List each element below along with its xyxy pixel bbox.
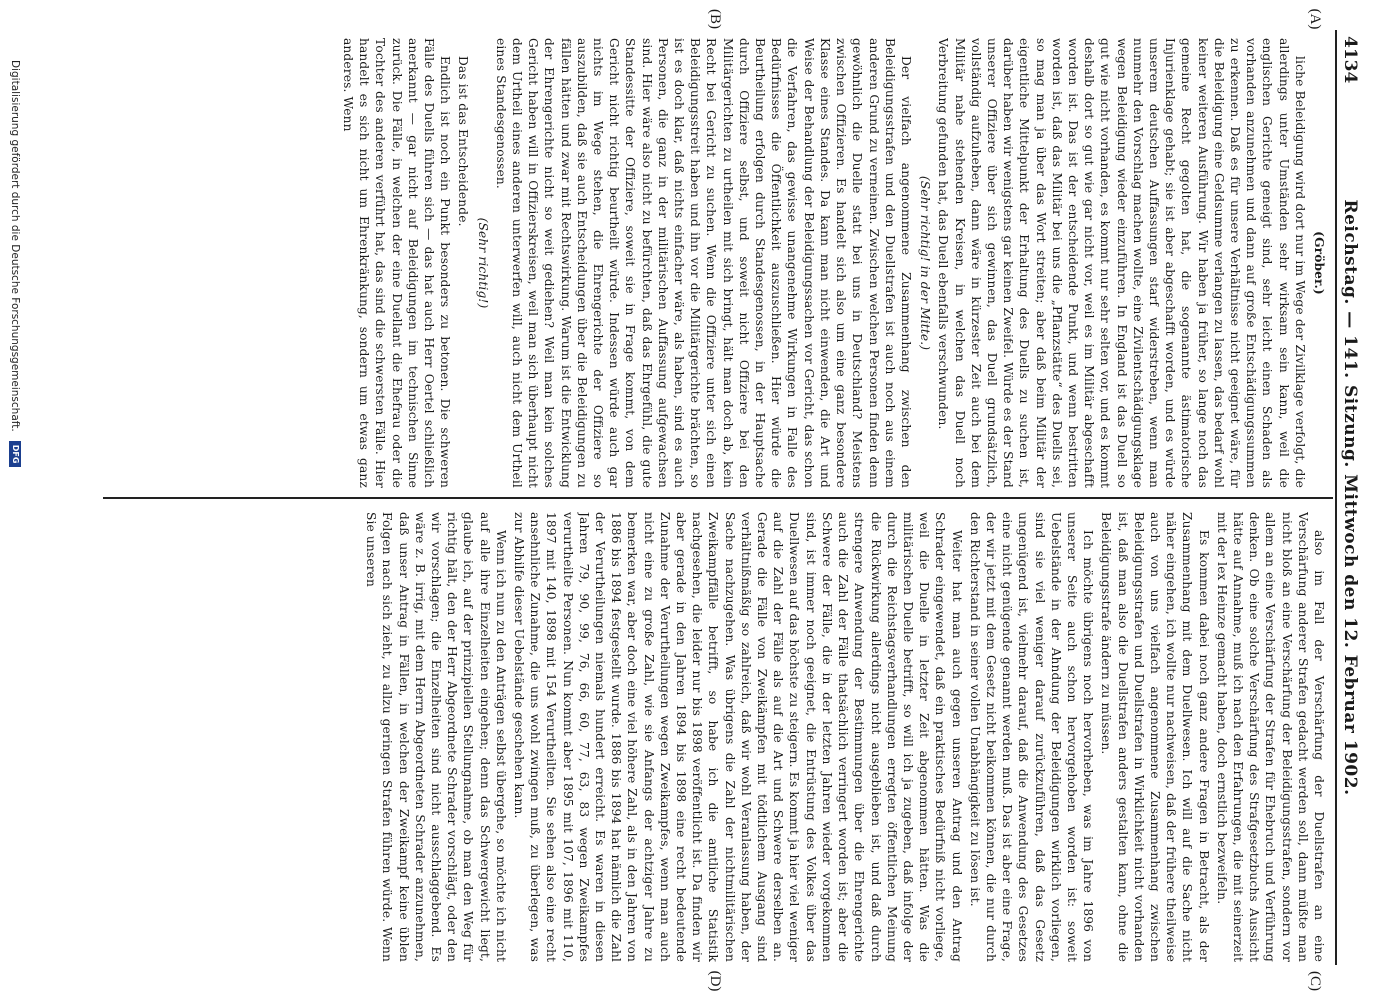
dfg-logo: DFG xyxy=(9,441,21,467)
paragraph: Wenn ich nun zu den Anträgen selbst übergehe, so möchte ich nicht auf alle ihre Einzelheiten eingehen; denn das Schwergewicht liegt, glaube ich, auf der prinzipiellen Stellungnahme, ob man den Weg für richtig hält, den der Herr Abgeordnete Schrader vorschlägt, oder den wir vorschlagen; die Einzelheiten sind nicht ausschlaggebend. Es wäre z. B. irrig, mit dem Herrn Abgeordneten Schrader anzunehmen, daß unser Antrag in Fällen, in welchen der Zweikampf keine üblen Folgen nach sich zieht, zu allzu geringen Strafen führen würde. Wenn Sie unseren xyxy=(364,512,508,962)
paragraph: Es kommen dabei noch ganz andere Fragen in Betracht, als der Zusammenhang mit dem Duellwesen. Ich will auf die Sache nicht näher eingehen, ich wollte nur nachweisen, daß der frühere theilweise auch von uns vielfach angenommene Zusammenhang zwischen Beleidigungsstrafen und Duellstrafen in Wirklichkeit nicht vorhanden ist, daß man also die Duellstrafen anders gestalten kann, ohne die Beleidigungsstrafe ändern zu müssen. xyxy=(1099,512,1211,962)
page-header xyxy=(1335,30,1363,965)
paragraph: Ich möchte übrigens noch hervorheben, was im Jahre 1896 von unserer Seite auch schon hervorgehoben worden ist: soweit Uebelstände in der Ahndung der Beleidigungen wirklich vorliegen, sind sie viel weniger darauf zurückzuführen, daß das Gesetz ungenügend ist, vielmehr darauf, daß die Anwendung des Gesetzes eine nicht genügende genannt werden muß. Das ist aber eine Frage, der wir jetzt mit dem Gesetz nicht beikommen können, die nur durch den Richterstand in seiner vollen Unabhängigkeit zu lösen ist. xyxy=(967,512,1096,962)
interjection: (Sehr richtig! in der Mitte.) xyxy=(918,175,933,351)
digitization-credit xyxy=(9,60,21,960)
speaker-label: (Gröber.) xyxy=(1312,231,1326,295)
page-number: 4134 xyxy=(1340,36,1360,84)
paragraph: Das ist das Entscheidende. xyxy=(456,56,471,227)
column-divider xyxy=(103,497,1333,499)
page-title: Reichstag. — 141. Sitzung. Mittwoch den 12. Februar 1902. xyxy=(1340,199,1360,796)
margin-letter-a: (A) xyxy=(1307,8,1323,30)
paragraph: also im Fall der Verschärfung der Duellstrafen an eine Verschärfung anderer Strafen gedacht werden soll, dann müßte man nicht bloß an eine Verschärfung der Beleidigungsstrafen, sondern vor allem an eine Verschärfung der Strafen für Ehebruch und Verführung denken. Ob eine solche Verschärfung des Strafgesetzbuchs Aussicht hätte auf Annahme, muß ich nach den Erfahrungen, die mit seinerzeit mit der lex Heinze gemacht haben, doch ernstlich bezweifeln. xyxy=(1214,512,1326,962)
interjection: (Sehr richtig!) xyxy=(475,217,490,309)
paragraph: liche Beleidigung wird dort nur im Wege der Zivilklage verfolgt, die allerdings unter Umständen sehr wirksam sein kann, weil die englischen Gerichte geneigt sind, sehr leicht einen Schaden als vorhanden anzunehmen und dann auf große Entschädigungssummen zu erkennen. Daß es für unsere Verhältnisse nicht geeignet wäre, für die Beleidigung eine Geldsumme verlangen zu lassen, das bedarf wohl keiner weiteren Ausführung. Wir haben ja früher, so lange noch das gemeine Recht gegolten hat, die sogenannte ästimatorische Injurienklage gehabt; sie ist aber abgeschafft worden, und es würde unserem deutschen Auffassungen starf widerstreben, wenn man nunmehr den Vorschlag machen wollte, eine Zivilentschädigungsklage wegen Beleidigung wieder einzuführen. In England ist das Duell so gut wie nicht vorhanden, es kommt nur sehr selten vor, und es kommt deshalb dort so gut wie gar nicht vor, weil es im Militär abgeschafft worden ist. Das ist der entscheidende Punkt, und wenn bestritten worden ist, daß das Militär bei uns die „Pflanzstätte“ des Duells sei, so mag man ja über das Wort streiten; aber daß beim Militär der eigentliche Mittelpunkt der Erhaltung des Duells zu suchen ist, darüber haben wir wenigstens gar keinen Zweifel. Würde es der Stand unserer Offiziere über sich gewinnen, das Duell grundsätzlich, vollständig aufzuheben, dann wäre in kürzester Zeit auch bei dem Militär nahe stehenden Kreisen, in welchen das Duell noch Verbreitung gefunden hat, das Duell ebenfalls verschwunden. xyxy=(936,38,1307,488)
margin-letter-b: (B) xyxy=(707,9,723,29)
right-column xyxy=(87,512,1327,962)
margin-letter-d: (D) xyxy=(707,970,723,992)
left-column xyxy=(87,38,1327,488)
credit-text: Digitalisierung gefördert durch die Deutsche Forschungsgemeinschaft. xyxy=(9,60,21,432)
margin-letter-c: (C) xyxy=(1307,971,1323,991)
paragraph: Weiter hat man auch gegen unseren Antrag und den Antrag Schrader eingewendet, daß ein praktisches Bedürfniß nicht vorliege, weil die Duelle in letzter Zeit abgenommen hätten. Was die militärischen Duelle betrifft, so will ich ja zugeben, daß infolge der durch die Reichstagsverhandlungen erregten öffentlichen Meinung die Rückwirkung allerdings nicht ausgeblieben ist, und daß durch strengere Anwendung der Bestimmungen über die Ehrengerichte auch die Zahl der Fälle thatsächlich verringert worden ist; aber die Schwere der Fälle, die in der letzten Jahren wieder vorgekommen sind, ist immer noch geeignet, die Entrüstung des Volkes über das Duellwesen auf das höchste zu steigern. Es kommt ja hier viel weniger auf die Zahl der Fälle als auf die Art und Schwere derselben an. Gerade die Fälle von Zweikämpfen mit tödtlichem Ausgang sind verhältnißmäßig so zahlreich, daß wir wohl Veranlassung haben, der Sache nachzugehen. Was übrigens die Zahl der nichtmilitärischen Zweikampffälle betrifft, so habe ich die amtliche Statistik nachgesehen, die leider nur bis 1898 veröffentlicht ist. Da finden wir aber gerade in den Jahren 1894 bis 1898 eine recht bedeutende Zunahme der Verurtheilungen wegen Zweikampfes, wenn man auch nicht eine zu große Zahl, wie sie Anfangs der achtziger Jahre zu bemerken war, aber doch eine viel höhere Zahl, als in den Jahren von 1886 bis 1894 festgestellt wurde. 1886 bis 1894 hat nämlich die Zahl der Verurtheilungen niemals hundert erreicht. Es waren in diesen Jahren 79, 90, 99, 76, 66, 60, 77, 63, 83 wegen Zweikampfes verurtheilte Personen. Nun kommt aber 1895 mit 107, 1896 mit 110, 1897 mit 140, 1898 mit 154 Verurtheilten. Sie sehen also eine recht ansehnliche Zunahme, die uns wohl zwingen muß, zu überlegen, was zur Abhilfe dieser Uebelstände geschehen kann. xyxy=(512,512,964,962)
paragraph: Endlich ist noch ein Punkt besonders zu betonen. Die schweren Fälle des Duells führen sich — das hat auch Herr Oertel schließlich anerkannt — gar nicht auf Beleidigungen im technischen Sinne zurück. Die Fälle, in welchen der eine Duellant die Ehefrau oder die Tochter des anderen verführt hat, das sind die schwersten Fälle. Hier handelt es sich nicht um Ehrenkränkung, sondern um etwas ganz anderes. Wenn xyxy=(341,38,453,488)
paragraph: Der vielfach angenommene Zusammenhang zwischen den Beleidigungsstrafen und den Duellstrafen ist auch noch aus einem anderen Grund zu verneinen. Zwischen welchen Personen finden denn gewöhnlich die Duelle statt bei uns in Deutschland? Meistens zwischen Offizieren. Es handelt sich also um eine ganz besondere Klasse eines Standes. Da kann man nicht einwenden, die Art und Weise der Behandlung der Beleidigungssachen vor Gericht, das schon die Verfahren, das gewisse unangenehme Wirkungen in Falle des Bedürfnisses die Öffentlichkeit auszuschließen. Hier würde die Beurtheilung erfolgen durch Standesgenossen, in der Hauptsache durch Offiziere selbst, und soweit nicht Offiziere bei den Militärgerichten zu urtheilen mit sich bringt, hält man doch ab, kein Recht bei Gericht zu suchen. Wenn die Offiziere unter sich einen Beleidigungsstreit haben und ihn vor die Militärgerichte brächten, so ist es doch klar, daß nichts einfacher wäre, als haben, sind es auch Personen, die ganz in der militärischen Auffassung aufgewachsen sind. Hier wäre also nicht zu befürchten, daß das Ehrgefühl, die gute Standessitte der Offiziere, soweit sie in Frage kommt, von dem Gericht nicht richtig beurtheilt würde. Indessen würde auch gar nichts im Wege stehen, die Ehrengerichte der Offiziere so auszubilden, daß sie auch Entscheidungen über die Beleidigungen zu fällen hätten und zwar mit Rechtswirkung. Warum ist die Entwicklung der Ehrengerichte nicht so weit gediehen? Weil man kein solches Gericht haben will in Offizierskreisen, weil man sich überhaupt nicht dem Urtheil eines anderen unterwerfen will, auch nicht dem Urtheil eines Standesgenossen. xyxy=(493,38,913,488)
